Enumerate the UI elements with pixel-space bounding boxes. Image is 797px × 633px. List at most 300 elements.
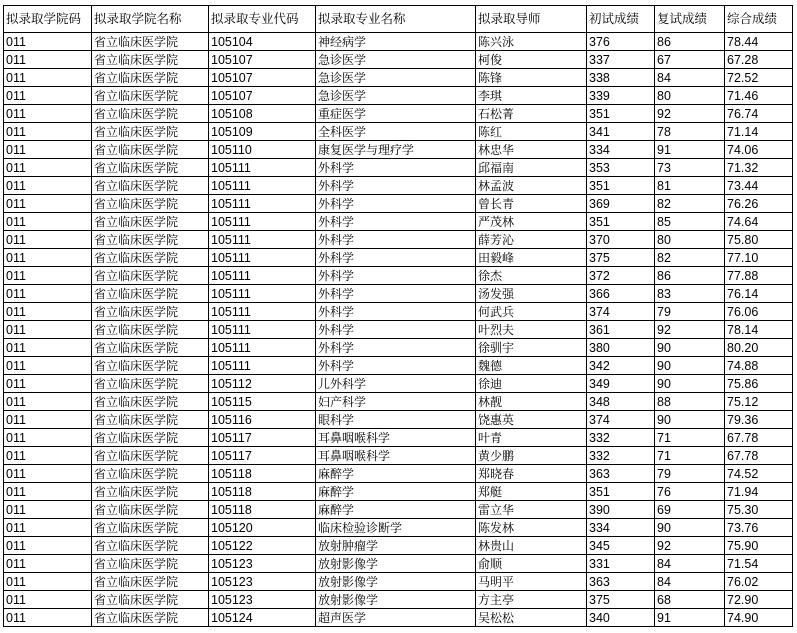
supervisor-cell: 郑艇	[476, 483, 587, 501]
initial-score-cell: 332	[587, 447, 655, 465]
total-score-cell: 79.36	[725, 411, 793, 429]
major-name-cell: 放射影像学	[316, 555, 476, 573]
college-name-cell: 省立临床医学院	[92, 105, 209, 123]
retest-score-cell: 71	[655, 447, 725, 465]
major-code-cell: 105111	[209, 159, 316, 177]
header-college-name: 拟录取学院名称	[92, 6, 209, 33]
retest-score-cell: 92	[655, 537, 725, 555]
total-score-cell: 78.44	[725, 33, 793, 51]
initial-score-cell: 375	[587, 249, 655, 267]
table-row	[4, 159, 793, 177]
retest-score-cell: 76	[655, 483, 725, 501]
header-initial-score: 初试成绩	[587, 6, 655, 33]
major-code-cell: 105123	[209, 573, 316, 591]
college-code-cell: 011	[4, 465, 92, 483]
total-score-cell: 73.76	[725, 519, 793, 537]
table-row	[4, 483, 793, 501]
table-row	[4, 141, 793, 159]
major-name-cell: 耳鼻咽喉科学	[316, 429, 476, 447]
total-score-cell: 76.02	[725, 573, 793, 591]
major-code-cell: 105117	[209, 447, 316, 465]
initial-score-cell: 351	[587, 483, 655, 501]
college-name-cell: 省立临床医学院	[92, 123, 209, 141]
total-score-cell: 75.30	[725, 501, 793, 519]
college-name-cell: 省立临床医学院	[92, 159, 209, 177]
major-code-cell: 105107	[209, 69, 316, 87]
initial-score-cell: 353	[587, 159, 655, 177]
major-code-cell: 105111	[209, 339, 316, 357]
retest-score-cell: 86	[655, 33, 725, 51]
major-name-cell: 康复医学与理疗学	[316, 141, 476, 159]
table-row	[4, 447, 793, 465]
supervisor-cell: 魏德	[476, 357, 587, 375]
supervisor-cell: 陈锋	[476, 69, 587, 87]
major-name-cell: 全科医学	[316, 123, 476, 141]
major-code-cell: 105122	[209, 537, 316, 555]
header-retest-score: 复试成绩	[655, 6, 725, 33]
table-row	[4, 609, 793, 627]
table-row	[4, 231, 793, 249]
table-row	[4, 375, 793, 393]
supervisor-cell: 林忠华	[476, 141, 587, 159]
retest-score-cell: 78	[655, 123, 725, 141]
supervisor-cell: 徐迪	[476, 375, 587, 393]
college-code-cell: 011	[4, 519, 92, 537]
major-code-cell: 105111	[209, 231, 316, 249]
major-code-cell: 105111	[209, 213, 316, 231]
college-name-cell: 省立临床医学院	[92, 375, 209, 393]
total-score-cell: 71.46	[725, 87, 793, 105]
major-name-cell: 外科学	[316, 303, 476, 321]
supervisor-cell: 陈红	[476, 123, 587, 141]
college-code-cell: 011	[4, 555, 92, 573]
total-score-cell: 71.32	[725, 159, 793, 177]
major-name-cell: 临床检验诊断学	[316, 519, 476, 537]
initial-score-cell: 363	[587, 573, 655, 591]
major-name-cell: 外科学	[316, 357, 476, 375]
college-name-cell: 省立临床医学院	[92, 51, 209, 69]
initial-score-cell: 338	[587, 69, 655, 87]
retest-score-cell: 92	[655, 321, 725, 339]
college-code-cell: 011	[4, 285, 92, 303]
major-code-cell: 105107	[209, 87, 316, 105]
major-code-cell: 105120	[209, 519, 316, 537]
college-code-cell: 011	[4, 609, 92, 627]
college-code-cell: 011	[4, 213, 92, 231]
supervisor-cell: 林靓	[476, 393, 587, 411]
supervisor-cell: 田毅峰	[476, 249, 587, 267]
retest-score-cell: 86	[655, 267, 725, 285]
total-score-cell: 77.10	[725, 249, 793, 267]
initial-score-cell: 376	[587, 33, 655, 51]
total-score-cell: 77.88	[725, 267, 793, 285]
retest-score-cell: 84	[655, 555, 725, 573]
total-score-cell: 76.26	[725, 195, 793, 213]
major-code-cell: 105118	[209, 501, 316, 519]
college-name-cell: 省立临床医学院	[92, 33, 209, 51]
supervisor-cell: 郑晓春	[476, 465, 587, 483]
retest-score-cell: 92	[655, 105, 725, 123]
supervisor-cell: 俞顺	[476, 555, 587, 573]
major-code-cell: 105110	[209, 141, 316, 159]
table-row	[4, 339, 793, 357]
retest-score-cell: 88	[655, 393, 725, 411]
college-name-cell: 省立临床医学院	[92, 249, 209, 267]
initial-score-cell: 374	[587, 303, 655, 321]
college-name-cell: 省立临床医学院	[92, 267, 209, 285]
total-score-cell: 71.14	[725, 123, 793, 141]
table-row	[4, 573, 793, 591]
major-name-cell: 放射影像学	[316, 591, 476, 609]
initial-score-cell: 349	[587, 375, 655, 393]
supervisor-cell: 曾长青	[476, 195, 587, 213]
supervisor-cell: 方主亭	[476, 591, 587, 609]
table-row	[4, 105, 793, 123]
college-code-cell: 011	[4, 393, 92, 411]
major-code-cell: 105116	[209, 411, 316, 429]
major-code-cell: 105118	[209, 483, 316, 501]
college-name-cell: 省立临床医学院	[92, 609, 209, 627]
major-code-cell: 105111	[209, 195, 316, 213]
table-row	[4, 501, 793, 519]
college-code-cell: 011	[4, 537, 92, 555]
table-row	[4, 303, 793, 321]
major-name-cell: 急诊医学	[316, 69, 476, 87]
college-code-cell: 011	[4, 69, 92, 87]
major-code-cell: 105104	[209, 33, 316, 51]
major-name-cell: 外科学	[316, 321, 476, 339]
college-name-cell: 省立临床医学院	[92, 483, 209, 501]
supervisor-cell: 邱福南	[476, 159, 587, 177]
document-page	[3, 5, 793, 627]
initial-score-cell: 363	[587, 465, 655, 483]
major-name-cell: 外科学	[316, 177, 476, 195]
college-name-cell: 省立临床医学院	[92, 195, 209, 213]
college-code-cell: 011	[4, 303, 92, 321]
total-score-cell: 75.12	[725, 393, 793, 411]
major-code-cell: 105111	[209, 321, 316, 339]
college-code-cell: 011	[4, 51, 92, 69]
table-row	[4, 555, 793, 573]
major-name-cell: 超声医学	[316, 609, 476, 627]
college-code-cell: 011	[4, 375, 92, 393]
table-row	[4, 321, 793, 339]
table-row	[4, 285, 793, 303]
initial-score-cell: 339	[587, 87, 655, 105]
initial-score-cell: 342	[587, 357, 655, 375]
major-name-cell: 耳鼻咽喉科学	[316, 447, 476, 465]
college-code-cell: 011	[4, 429, 92, 447]
major-code-cell: 105117	[209, 429, 316, 447]
college-name-cell: 省立临床医学院	[92, 213, 209, 231]
table-row	[4, 267, 793, 285]
retest-score-cell: 84	[655, 573, 725, 591]
total-score-cell: 80.20	[725, 339, 793, 357]
major-name-cell: 放射影像学	[316, 573, 476, 591]
college-code-cell: 011	[4, 411, 92, 429]
college-code-cell: 011	[4, 321, 92, 339]
total-score-cell: 75.90	[725, 537, 793, 555]
total-score-cell: 72.52	[725, 69, 793, 87]
retest-score-cell: 82	[655, 195, 725, 213]
supervisor-cell: 李琪	[476, 87, 587, 105]
header-college-code: 拟录取学院码	[4, 6, 92, 33]
initial-score-cell: 380	[587, 339, 655, 357]
initial-score-cell: 334	[587, 141, 655, 159]
college-name-cell: 省立临床医学院	[92, 321, 209, 339]
college-name-cell: 省立临床医学院	[92, 447, 209, 465]
college-code-cell: 011	[4, 591, 92, 609]
initial-score-cell: 351	[587, 177, 655, 195]
college-code-cell: 011	[4, 105, 92, 123]
header-total-score: 综合成绩	[725, 6, 793, 33]
retest-score-cell: 90	[655, 357, 725, 375]
college-name-cell: 省立临床医学院	[92, 231, 209, 249]
major-code-cell: 105111	[209, 249, 316, 267]
college-code-cell: 011	[4, 501, 92, 519]
college-code-cell: 011	[4, 177, 92, 195]
college-name-cell: 省立临床医学院	[92, 357, 209, 375]
table-row	[4, 87, 793, 105]
supervisor-cell: 吴松松	[476, 609, 587, 627]
major-code-cell: 105111	[209, 285, 316, 303]
table-row	[4, 393, 793, 411]
college-name-cell: 省立临床医学院	[92, 339, 209, 357]
college-code-cell: 011	[4, 267, 92, 285]
total-score-cell: 78.14	[725, 321, 793, 339]
initial-score-cell: 374	[587, 411, 655, 429]
major-name-cell: 麻醉学	[316, 465, 476, 483]
initial-score-cell: 370	[587, 231, 655, 249]
college-name-cell: 省立临床医学院	[92, 141, 209, 159]
table-row	[4, 123, 793, 141]
table-row	[4, 33, 793, 51]
total-score-cell: 73.44	[725, 177, 793, 195]
retest-score-cell: 90	[655, 339, 725, 357]
table-row	[4, 429, 793, 447]
initial-score-cell: 372	[587, 267, 655, 285]
retest-score-cell: 83	[655, 285, 725, 303]
major-code-cell: 105109	[209, 123, 316, 141]
total-score-cell: 74.90	[725, 609, 793, 627]
retest-score-cell: 85	[655, 213, 725, 231]
initial-score-cell: 337	[587, 51, 655, 69]
retest-score-cell: 81	[655, 177, 725, 195]
supervisor-cell: 陈发林	[476, 519, 587, 537]
college-name-cell: 省立临床医学院	[92, 69, 209, 87]
college-code-cell: 011	[4, 249, 92, 267]
supervisor-cell: 严茂林	[476, 213, 587, 231]
initial-score-cell: 351	[587, 105, 655, 123]
retest-score-cell: 91	[655, 141, 725, 159]
initial-score-cell: 332	[587, 429, 655, 447]
supervisor-cell: 石松菁	[476, 105, 587, 123]
table-row	[4, 51, 793, 69]
initial-score-cell: 331	[587, 555, 655, 573]
total-score-cell: 74.88	[725, 357, 793, 375]
retest-score-cell: 90	[655, 375, 725, 393]
initial-score-cell: 340	[587, 609, 655, 627]
college-name-cell: 省立临床医学院	[92, 393, 209, 411]
college-name-cell: 省立临床医学院	[92, 303, 209, 321]
major-name-cell: 麻醉学	[316, 483, 476, 501]
initial-score-cell: 375	[587, 591, 655, 609]
supervisor-cell: 饶惠英	[476, 411, 587, 429]
retest-score-cell: 80	[655, 87, 725, 105]
major-code-cell: 105118	[209, 465, 316, 483]
header-row	[4, 6, 793, 33]
major-name-cell: 儿外科学	[316, 375, 476, 393]
college-name-cell: 省立临床医学院	[92, 591, 209, 609]
major-name-cell: 妇产科学	[316, 393, 476, 411]
major-name-cell: 外科学	[316, 195, 476, 213]
major-name-cell: 重症医学	[316, 105, 476, 123]
table-row	[4, 537, 793, 555]
table-row	[4, 249, 793, 267]
major-name-cell: 神经病学	[316, 33, 476, 51]
initial-score-cell: 351	[587, 213, 655, 231]
initial-score-cell: 341	[587, 123, 655, 141]
table-row	[4, 591, 793, 609]
retest-score-cell: 68	[655, 591, 725, 609]
table-row	[4, 357, 793, 375]
total-score-cell: 72.90	[725, 591, 793, 609]
college-name-cell: 省立临床医学院	[92, 87, 209, 105]
college-name-cell: 省立临床医学院	[92, 519, 209, 537]
major-code-cell: 105111	[209, 357, 316, 375]
major-code-cell: 105107	[209, 51, 316, 69]
major-name-cell: 急诊医学	[316, 51, 476, 69]
college-name-cell: 省立临床医学院	[92, 429, 209, 447]
college-code-cell: 011	[4, 573, 92, 591]
supervisor-cell: 徐杰	[476, 267, 587, 285]
retest-score-cell: 67	[655, 51, 725, 69]
major-code-cell: 105111	[209, 177, 316, 195]
college-code-cell: 011	[4, 159, 92, 177]
major-name-cell: 外科学	[316, 285, 476, 303]
major-name-cell: 放射肿瘤学	[316, 537, 476, 555]
header-major-name: 拟录取专业名称	[316, 6, 476, 33]
retest-score-cell: 82	[655, 249, 725, 267]
table-body	[4, 33, 793, 627]
major-code-cell: 105123	[209, 555, 316, 573]
initial-score-cell: 369	[587, 195, 655, 213]
supervisor-cell: 汤发强	[476, 285, 587, 303]
table-row	[4, 213, 793, 231]
supervisor-cell: 何武兵	[476, 303, 587, 321]
total-score-cell: 71.94	[725, 483, 793, 501]
initial-score-cell: 361	[587, 321, 655, 339]
major-code-cell: 105111	[209, 303, 316, 321]
header-major-code: 拟录取专业代码	[209, 6, 316, 33]
retest-score-cell: 69	[655, 501, 725, 519]
supervisor-cell: 柯俊	[476, 51, 587, 69]
table-row	[4, 195, 793, 213]
table-row	[4, 69, 793, 87]
supervisor-cell: 叶青	[476, 429, 587, 447]
major-code-cell: 105108	[209, 105, 316, 123]
supervisor-cell: 林孟波	[476, 177, 587, 195]
total-score-cell: 74.52	[725, 465, 793, 483]
college-name-cell: 省立临床医学院	[92, 177, 209, 195]
table-row	[4, 465, 793, 483]
college-name-cell: 省立临床医学院	[92, 465, 209, 483]
table-header	[4, 6, 793, 33]
total-score-cell: 76.74	[725, 105, 793, 123]
initial-score-cell: 366	[587, 285, 655, 303]
table-row	[4, 411, 793, 429]
total-score-cell: 75.80	[725, 231, 793, 249]
major-name-cell: 外科学	[316, 231, 476, 249]
total-score-cell: 75.86	[725, 375, 793, 393]
major-name-cell: 外科学	[316, 249, 476, 267]
table-row	[4, 177, 793, 195]
supervisor-cell: 徐驯宇	[476, 339, 587, 357]
college-name-cell: 省立临床医学院	[92, 555, 209, 573]
major-code-cell: 105123	[209, 591, 316, 609]
supervisor-cell: 林贵山	[476, 537, 587, 555]
college-name-cell: 省立临床医学院	[92, 501, 209, 519]
college-code-cell: 011	[4, 231, 92, 249]
total-score-cell: 67.78	[725, 429, 793, 447]
total-score-cell: 74.06	[725, 141, 793, 159]
admission-table	[3, 5, 793, 627]
retest-score-cell: 91	[655, 609, 725, 627]
college-name-cell: 省立临床医学院	[92, 411, 209, 429]
header-supervisor: 拟录取导师	[476, 6, 587, 33]
supervisor-cell: 薛芳沁	[476, 231, 587, 249]
initial-score-cell: 390	[587, 501, 655, 519]
college-code-cell: 011	[4, 123, 92, 141]
retest-score-cell: 90	[655, 411, 725, 429]
retest-score-cell: 73	[655, 159, 725, 177]
retest-score-cell: 79	[655, 465, 725, 483]
retest-score-cell: 79	[655, 303, 725, 321]
major-name-cell: 外科学	[316, 159, 476, 177]
college-code-cell: 011	[4, 195, 92, 213]
total-score-cell: 74.64	[725, 213, 793, 231]
retest-score-cell: 84	[655, 69, 725, 87]
major-name-cell: 麻醉学	[316, 501, 476, 519]
retest-score-cell: 90	[655, 519, 725, 537]
major-name-cell: 眼科学	[316, 411, 476, 429]
major-code-cell: 105111	[209, 267, 316, 285]
major-code-cell: 105112	[209, 375, 316, 393]
retest-score-cell: 80	[655, 231, 725, 249]
college-code-cell: 011	[4, 447, 92, 465]
college-code-cell: 011	[4, 141, 92, 159]
college-code-cell: 011	[4, 357, 92, 375]
initial-score-cell: 345	[587, 537, 655, 555]
major-code-cell: 105124	[209, 609, 316, 627]
college-name-cell: 省立临床医学院	[92, 285, 209, 303]
supervisor-cell: 陈兴泳	[476, 33, 587, 51]
table-row	[4, 519, 793, 537]
college-code-cell: 011	[4, 339, 92, 357]
supervisor-cell: 雷立华	[476, 501, 587, 519]
initial-score-cell: 348	[587, 393, 655, 411]
total-score-cell: 67.28	[725, 51, 793, 69]
total-score-cell: 76.06	[725, 303, 793, 321]
supervisor-cell: 黄少鹏	[476, 447, 587, 465]
total-score-cell: 76.14	[725, 285, 793, 303]
supervisor-cell: 叶烈夫	[476, 321, 587, 339]
college-code-cell: 011	[4, 33, 92, 51]
college-code-cell: 011	[4, 87, 92, 105]
major-name-cell: 外科学	[316, 213, 476, 231]
supervisor-cell: 马明平	[476, 573, 587, 591]
major-name-cell: 外科学	[316, 339, 476, 357]
